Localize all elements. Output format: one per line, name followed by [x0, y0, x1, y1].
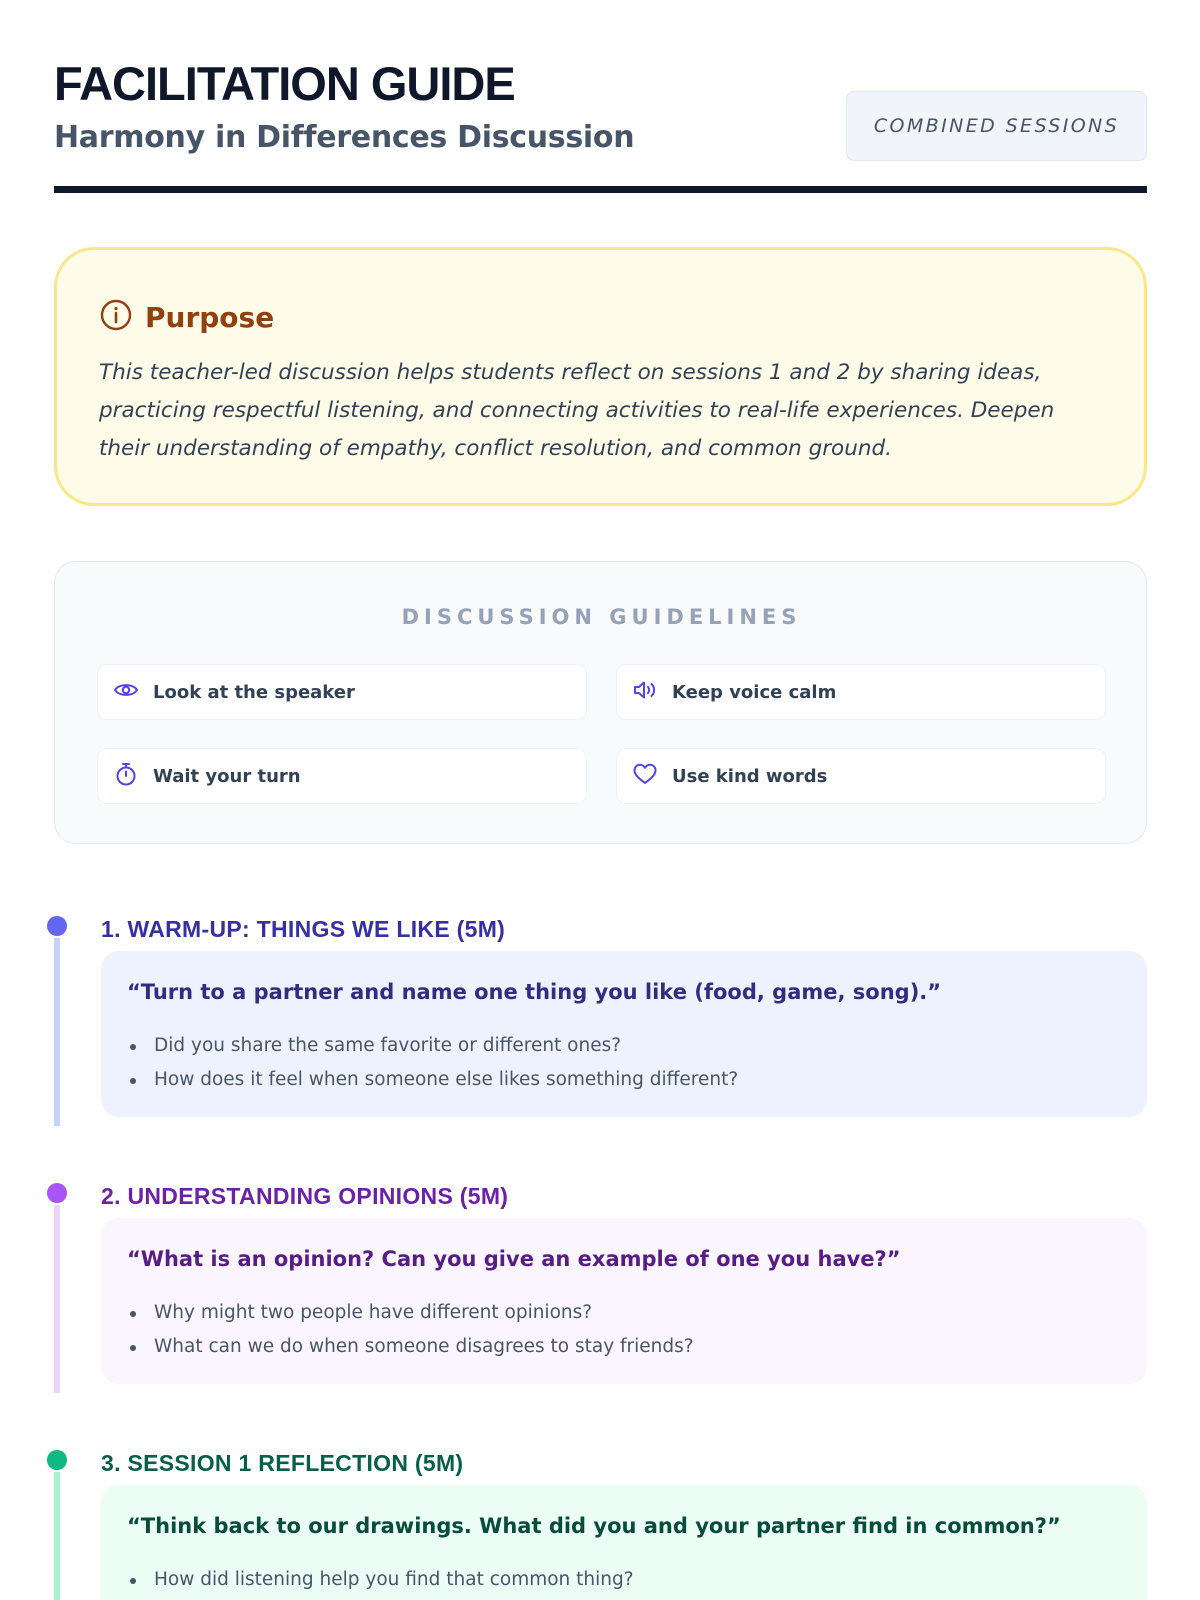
guideline-label: Wait your turn — [153, 765, 301, 787]
guideline-label: Keep voice calm — [672, 681, 837, 703]
guidelines-title: DISCUSSION GUIDELINES — [401, 605, 802, 629]
list-item: Did you share the same favorite or different ones? — [127, 1029, 738, 1063]
section-session-1-reflection — [54, 1440, 1147, 1600]
purpose-callout — [54, 247, 1147, 506]
section-card — [101, 1485, 1147, 1600]
page-title: FACILITATION GUIDE — [54, 57, 515, 110]
section-understanding-opinions — [54, 1173, 1147, 1393]
guideline-item — [616, 664, 1106, 720]
guideline-item — [97, 748, 587, 804]
timeline-line — [54, 1472, 60, 1600]
section-warm-up — [54, 906, 1147, 1126]
section-quote: “Turn to a partner and name one thing you like (food, game, song).” — [127, 980, 942, 1004]
timeline-dot — [47, 1450, 67, 1470]
purpose-text: This teacher-led discussion helps students reflect on sessions 1 and 2 by sharing ideas, practicing respectful listening, and connecting activities to real-life experiences. Deepen their understanding of empathy, conflict resolution, and common ground. — [99, 360, 1055, 461]
list-item: How does it feel when someone else likes something different? — [127, 1063, 738, 1097]
discussion-guidelines-panel — [54, 561, 1147, 844]
speaker-icon — [631, 676, 659, 709]
guideline-item — [97, 664, 587, 720]
heart-icon — [631, 760, 659, 793]
follow-up-questions — [127, 1563, 634, 1597]
section-quote: “Think back to our drawings. What did you and your partner find in common?” — [127, 1514, 1061, 1538]
section-title: 1. WARM-UP: THINGS WE LIKE (5M) — [101, 916, 506, 942]
combined-sessions-badge: COMBINED SESSIONS — [846, 91, 1147, 161]
list-item: How did listening help you find that common thing? — [127, 1563, 634, 1597]
section-card — [101, 951, 1147, 1117]
section-title: 3. SESSION 1 REFLECTION (5M) — [101, 1450, 464, 1476]
timeline-dot — [47, 1183, 67, 1203]
section-title: 2. UNDERSTANDING OPINIONS (5M) — [101, 1183, 509, 1209]
timeline-dot — [47, 916, 67, 936]
page-header — [54, 56, 1147, 194]
info-icon — [99, 298, 133, 337]
guideline-item — [616, 748, 1106, 804]
list-item: What can we do when someone disagrees to stay friends? — [127, 1330, 694, 1364]
list-item: Why might two people have different opinions? — [127, 1296, 694, 1330]
follow-up-questions — [127, 1029, 738, 1097]
timeline-line — [54, 1205, 60, 1393]
timer-icon — [112, 760, 140, 793]
purpose-header — [99, 298, 274, 337]
guideline-label: Use kind words — [672, 765, 828, 787]
eye-icon — [112, 676, 140, 709]
purpose-title: Purpose — [145, 301, 275, 334]
page-subtitle: Harmony in Differences Discussion — [54, 120, 635, 155]
header-divider — [54, 186, 1147, 193]
section-quote: “What is an opinion? Can you give an example of one you have?” — [127, 1247, 901, 1271]
timeline-line — [54, 938, 60, 1126]
guideline-label: Look at the speaker — [153, 681, 355, 703]
follow-up-questions — [127, 1296, 694, 1364]
section-card — [101, 1218, 1147, 1384]
